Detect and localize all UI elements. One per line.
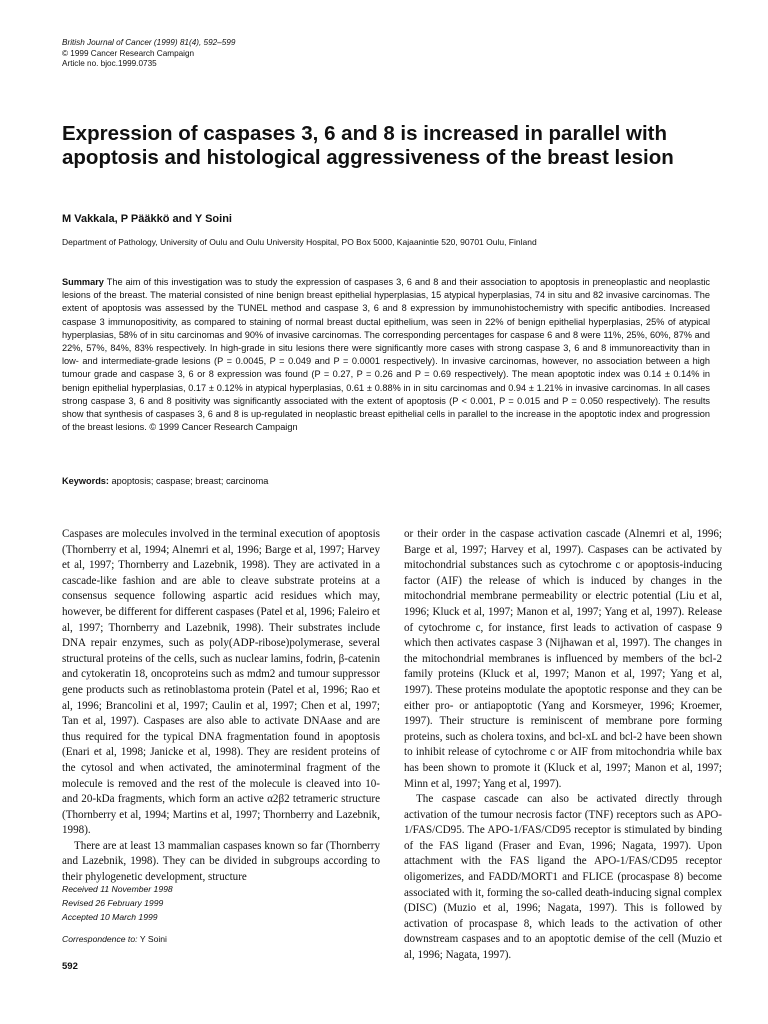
affiliation: Department of Pathology, University of Oulu and Oulu University Hospital, PO Box 5000, Kajaanintie 520, 90701 Oulu, Finland: [62, 237, 537, 247]
article-number: Article no. bjoc.1999.0735: [62, 59, 157, 68]
keywords-text: apoptosis; caspase; breast; carcinoma: [111, 476, 269, 486]
revised-date: Revised 26 February 1999: [62, 898, 164, 908]
received-date: Received 11 November 1998: [62, 884, 173, 894]
paper-title: Expression of caspases 3, 6 and 8 is increased in parallel with apoptosis and histological aggressiveness of the breast lesion: [62, 122, 674, 169]
body-paragraph: Caspases are molecules involved in the terminal execution of apoptosis (Thornberry et al, 1994; Alnemri et al, 1996; Barge et al, 1997; Harvey et al, 1997; Thornberry and Lazebnik, 1998). They are activated in a cascade-like fashion and are able to cleave substrate proteins at a consensus sequence following aspartic acid residues which may, however, be different for different caspases (Patel et al, 1996; Faleiro et al, 1997; Thornberry and Lazebnik, 1998). Their substrates include DNA repair enzymes, such as poly(ADP-ribose)polymerase, several structural proteins of the cells, such as nuclear lamins, fodrin, β-catenin and cytokeratin 18, oncoproteins such as mdm2 and tumour suppressor gene products such as retinoblastoma protein (Patel et al, 1996; Rao et al, 1996; Brancolini et al, 1997; Caulin et al, 1997; Chen et al, 1997; Tan et al, 1997). Caspases are also able to activate DNAase and are thus required for the typical DNA fragmentation found in apoptosis (Enari et al, 1998; Janicke et al, 1998). They are resident proteins of the cytosol and when activated, the aminoterminal fragment of the molecule is removed and the rest of the molecule is cleaved into 10- and 20-kDa fragments, which form an active α2β2 tetrameric structure (Thornberry et al, 1994; Martins et al, 1997; Thornberry and Lazebnik, 1998).: [62, 528, 380, 837]
body-column-right: [404, 527, 722, 964]
authors: M Vakkala, P Pääkkö and Y Soini: [62, 213, 232, 225]
page-number: 592: [62, 961, 78, 972]
journal-citation: British Journal of Cancer (1999) 81(4), 592–599: [62, 38, 236, 47]
citation-block: [62, 38, 235, 70]
summary-label: Summary: [62, 277, 104, 287]
article-dates: [62, 882, 173, 946]
summary-text: The aim of this investigation was to study the expression of caspases 3, 6 and 8 and their association to apoptosis in preneoplastic and neoplastic lesions of the breast. The material consisted of nine benign breast epithelial hyperplasias, 15 atypical hyperplasias, 74 in situ and 82 invasive carcinomas. The extent of apoptosis was assessed by the TUNEL method and caspase 3, 6 and 8 expression by immunohistochemistry with specific antibodies. Increased caspase 3 immunopositivity, as compared to staining of normal breast ductal epithelium, was seen in 22% of benign epithelial hyperplasias, 25% of atypical hyperplasias, 58% of in situ carcinomas and 90% of invasive carcinomas. The corresponding percentages for caspase 6 and 8 were 11%, 25%, 60%, 87% and 22%, 57%, 84%, 83% respectively. In high-grade in situ lesions there were significantly more cases with strong caspase 3, 6 and 8 immunoreactivity than in low- and intermediate-grade lesions (P = 0.0045, P = 0.049 and P = 0.0001 respectively). In invasive carcinomas, however, no association between a high tumour grade and caspase 3, 6 or 8 expression was found (P = 0.27, P = 0.26 and P = 0.69 respectively). The mean apoptotic index was 0.14 ± 0.14% in benign epithelial hyperplasias, 0.17 ± 0.12% in atypical hyperplasias, 0.61 ± 0.88% in in situ carcinomas and 0.94 ± 1.21% in invasive carcinomas. In all cases strong caspase 3, 6 and 8 positivity was significantly associated with the extent of apoptosis (P < 0.001, P = 0.015 and P = 0.050 respectively). The results show that synthesis of caspases 3, 6 and 8 is up-regulated in neoplastic breast epithelial cells in parallel to the increase in the apoptotic index and progression of the breast lesions. © 1999 Cancer Research Campaign: [62, 277, 711, 433]
correspondence-label: Correspondence to:: [62, 934, 138, 944]
copyright-line: © 1999 Cancer Research Campaign: [62, 48, 195, 58]
keywords: [62, 476, 268, 486]
correspondence-name: Y Soini: [139, 934, 167, 944]
body-paragraph: The caspase cascade can also be activated directly through activation of the tumour necrosis factor (TNF) receptors such as APO-1/FAS/CD95. The APO-1/FAS/CD95 receptor is stimulated by binding of the FAS ligand (Fraser and Evan, 1996; Nagata, 1997). Upon attachment with the FAS ligand the APO-1/FAS/CD95 receptor oligomerizes, and FADD/MORT1 and FLICE (procaspase 8) become associated with it, forming the so-called death-inducing signal complex (DISC) (Muzio et al, 1996; Nagata, 1997). This is followed by activation of procaspase 8, which leads to the activation of other downstream caspases and to an apoptotic demise of the cell (Muzio et al, 1996; Nagata, 1997).: [404, 793, 722, 962]
accepted-date: Accepted 10 March 1999: [62, 912, 158, 922]
body-column-left: [62, 527, 380, 886]
correspondence: [62, 932, 173, 946]
summary-abstract: [62, 276, 710, 434]
body-paragraph: or their order in the caspase activation cascade (Alnemri et al, 1996; Barge et al, 1997; Harvey et al, 1997). Caspases can be activated by mitochondrial substances such as cytochrome c or apoptosis-inducing factor (AIF) the release of which is induced by changes in the mitochondrial membrane permeability or electric potential (Liu et al, 1996; Kluck et al, 1997; Manon et al, 1997; Yang et al, 1997). Release of cytochrome c, for instance, first leads to activation of caspase 9 which then activates caspase 3 (Nijhawan et al, 1997). The changes in the mitochondrial membranes is influenced by members of the bcl-2 family proteins (Kluck et al, 1997; Manon et al, 1997; Yang et al, 1997). These proteins modulate the apoptotic response and they can be either pro- or antiapoptotic (Yang and Korsmeyer, 1996; Kroemer, 1997). Their structure is reminiscent of membrane pore forming proteins, such as cholera toxins, and bcl-xL and bcl-2 have been shown to inhibit release of cytochrome c or AIF from mitochondria while bax has been shown to promote it (Kluck et al, 1997; Manon et al, 1997; Minn et al, 1997; Yang et al, 1997).: [404, 528, 722, 790]
body-paragraph: There are at least 13 mammalian caspases known so far (Thornberry and Lazebnik, 1998). They can be divided in subgroups according to their phylogenetic development, structure: [62, 839, 380, 884]
keywords-label: Keywords:: [62, 476, 109, 486]
